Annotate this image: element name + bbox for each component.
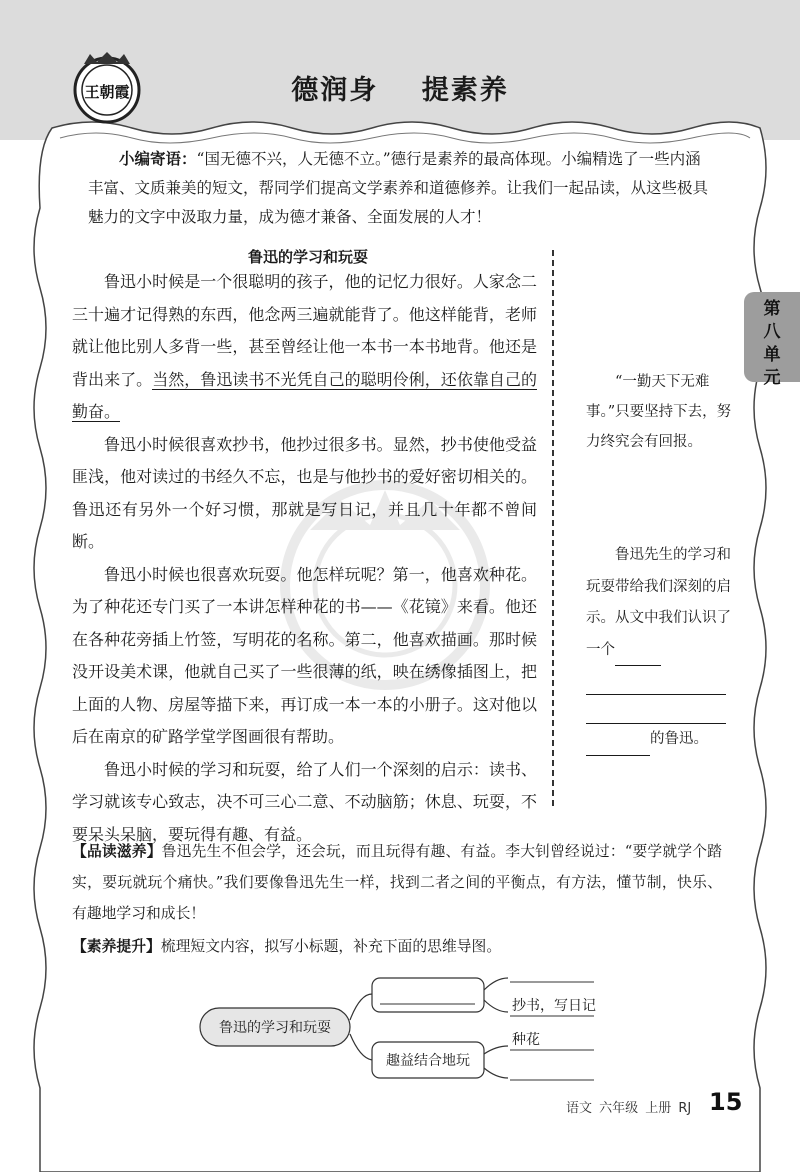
answer-blank-line-1[interactable] xyxy=(586,668,726,695)
answer-blank-inline[interactable] xyxy=(615,645,661,666)
logo-text: 王朝霞 xyxy=(84,83,130,101)
task-section xyxy=(72,934,722,960)
mindmap-root: 鲁迅的学习和玩耍 xyxy=(219,1020,331,1036)
editor-note-text: “国无德不兴，人无德不立。”德行是素养的最高体现。小编精选了一些内涵丰富、文质兼美的短文，帮同学们提高文学素养和道德修养。让我们一起品读，从这些极具魅力的文字中汲取力量，成为德才兼备、全面发展的人才！ xyxy=(88,150,709,226)
side-question-ending: 的鲁迅。 xyxy=(650,731,708,747)
side-question xyxy=(586,540,736,756)
mindmap-connector-branch-2 xyxy=(484,1046,508,1078)
article-title: 鲁迅的学习和玩耍 xyxy=(247,248,368,266)
footer-book-label: 语文 六年级 上册 RJ xyxy=(566,1101,692,1116)
editor-note xyxy=(88,145,713,232)
task-label: 【素养提升】 xyxy=(72,938,161,955)
task-text: 梳理短文内容，拟写小标题，补充下面的思维导图。 xyxy=(160,938,502,955)
article-paragraph-4: 鲁迅小时候的学习和玩耍，给了人们一个深刻的启示：读书、学习就该专心致志，决不可三心二意、不动脑筋；休息、玩耍，不要呆头呆脑，要玩得有趣、有益。 xyxy=(72,759,537,844)
answer-blank-line-2[interactable] xyxy=(586,697,726,724)
mindmap-connector-branch-1 xyxy=(484,978,508,1012)
page-title xyxy=(0,68,800,107)
underlined-sentence: 当然，鲁迅读书不光凭自己的聪明伶俐，还依靠自己的勤奋。 xyxy=(72,369,537,421)
dashed-divider xyxy=(552,250,554,806)
unit-tab-label: 第八单元 xyxy=(763,299,781,388)
editor-note-label: 小编寄语： xyxy=(119,150,197,168)
title-part-1: 德润身 xyxy=(291,75,379,106)
article-paragraph-1 xyxy=(72,266,537,429)
mindmap-leaf-1: 抄书，写日记 xyxy=(512,998,596,1014)
article-body xyxy=(72,266,537,851)
unit-tab[interactable] xyxy=(744,292,800,388)
mindmap-connector-root xyxy=(350,994,372,1060)
article-paragraph-2: 鲁迅小时候很喜欢抄书，他抄过很多书。显然，抄书使他受益匪浅，他对读过的书经久不忘，也是与他抄书的爱好密切相关的。鲁迅还有另外一个好习惯，那就是写日记，并且几十年都不曾间断。 xyxy=(72,434,537,551)
mindmap-branch-1-box xyxy=(372,978,484,1012)
side-note-proverb: “一勤天下无难事。”只要坚持下去，努力终究会有回报。 xyxy=(586,374,732,450)
mindmap-leaf-2: 种花 xyxy=(512,1032,540,1048)
side-question-text: 鲁迅先生的学习和玩耍带给我们深刻的启示。从文中我们认识了一个 xyxy=(586,547,731,658)
appreciation-text: 鲁迅先生不但会学，还会玩，而且玩得有趣、有益。李大钊曾经说过：“要学就学个踏实，要玩就玩个痛快。”我们要像鲁迅先生一样，找到二者之间的平衡点，有方法，懂节制，快乐、有趣地学习和成长！ xyxy=(72,843,722,922)
paragraph-1-text: 鲁迅小时候是一个很聪明的孩子，他的记忆力很好。人家念二三十遍才记得熟的东西，他念两三遍就能背了。他这样能背，老师就让他比别人多背一些，甚至曾经让他一本书一本书地背。他还是背出来了。 xyxy=(72,272,537,389)
mindmap-branch-2: 趣益结合地玩 xyxy=(386,1053,470,1069)
answer-blank-short[interactable] xyxy=(586,733,650,756)
mind-map xyxy=(190,972,610,1092)
appreciation-section xyxy=(72,836,722,929)
appreciation-label: 【品读滋养】 xyxy=(72,843,162,860)
article-paragraph-3: 鲁迅小时候也很喜欢玩耍。他怎样玩呢？第一，他喜欢种花。为了种花还专门买了一本讲怎样种花的书——《花镜》来看。他还在各种花旁插上竹签，写明花的名称。第二，他喜欢描画。那时候没开设美术课，他就自己买了一些很薄的纸，映在绣像插图上，把上面的人物、房屋等描下来，再订成一本一本的小册子。这对他以后在南京的矿路学堂学图画很有帮助。 xyxy=(72,564,537,746)
title-part-2: 提素养 xyxy=(421,75,509,106)
page-number: 15 xyxy=(709,1088,743,1116)
